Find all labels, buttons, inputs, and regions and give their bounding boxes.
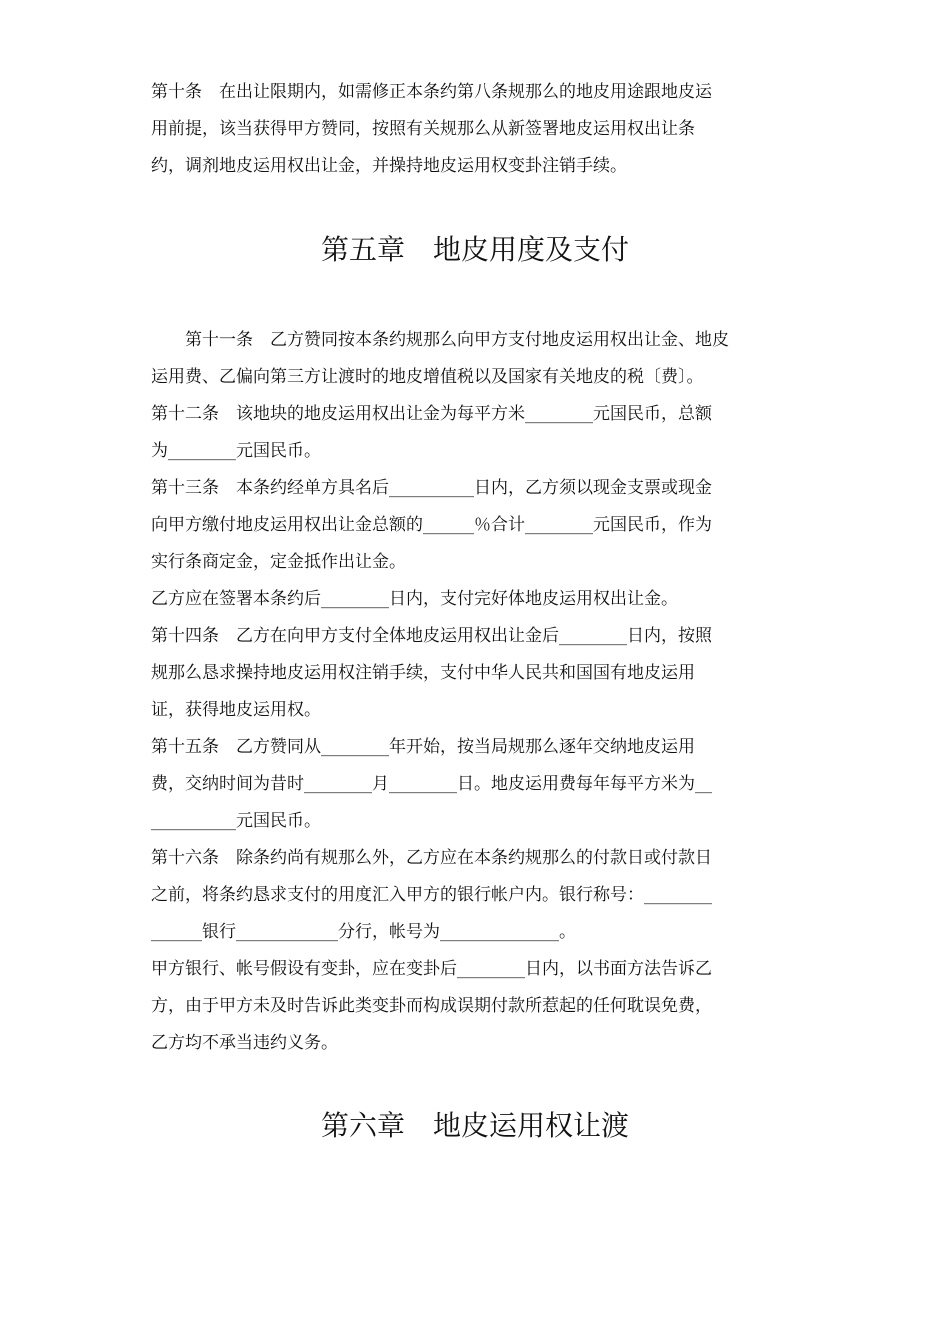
- chapter-5-title: 第五章 地皮用度及支付: [320, 233, 629, 266]
- article-14: 第十四条 乙方在向甲方支付全体地皮运用权出让金后________日内，按照 规那么恳求操持地皮运用权注销手续，支付中华人民共和国国有地皮运用 证，获得地皮运用权。: [151, 626, 712, 720]
- article-11: 第十一条 乙方赞同按本条约规那么向甲方支付地皮运用权出让金、地皮 运用费、乙偏向第三方让渡时的地皮增值税以及国家有关地皮的税〔费〕。: [151, 330, 729, 387]
- article-12: 第十二条 该地块的地皮运用权出让金为每平方米________元国民币，总额 为________元国民币。: [151, 404, 712, 461]
- article-15: 第十五条 乙方赞同从________年开始，按当局规那么逐年交纳地皮运用 费，交纳时间为昔时________月________日。地皮运用费每年每平方米为__ __________元国民币。: [151, 737, 712, 831]
- chapter-6-title: 第六章 地皮运用权让渡: [320, 1109, 629, 1142]
- article-16: 第十六条 除条约尚有规那么外，乙方应在本条约规那么的付款日或付款日 之前，将条约恳求支付的用度汇入甲方的银行帐户内。银行称号：________ ______银行____________分行，帐号为______________。: [151, 848, 712, 942]
- article-10: 第十条 在出让限期内，如需修正本条约第八条规那么的地皮用途跟地皮运 用前提，该当获得甲方赞同，按照有关规那么从新签署地皮运用权出让条 约，调剂地皮运用权出让金，并操持地皮运用权变卦注销手续。: [151, 82, 712, 176]
- article-13-payment: 乙方应在签署本条约后________日内，支付完好体地皮运用权出让金。: [151, 589, 678, 609]
- article-13: 第十三条 本条约经单方具名后__________日内，乙方须以现金支票或现金 向甲方缴付地皮运用权出让金总额的______％合计________元国民币，作为 实行条商定金，定金抵作出让金。: [151, 478, 712, 572]
- article-16-bank-change: 甲方银行、帐号假设有变卦，应在变卦后________日内，以书面方法告诉乙 方，由于甲方未及时告诉此类变卦而构成误期付款所惹起的任何耽误免费， 乙方均不承当违约义务。: [151, 959, 712, 1053]
